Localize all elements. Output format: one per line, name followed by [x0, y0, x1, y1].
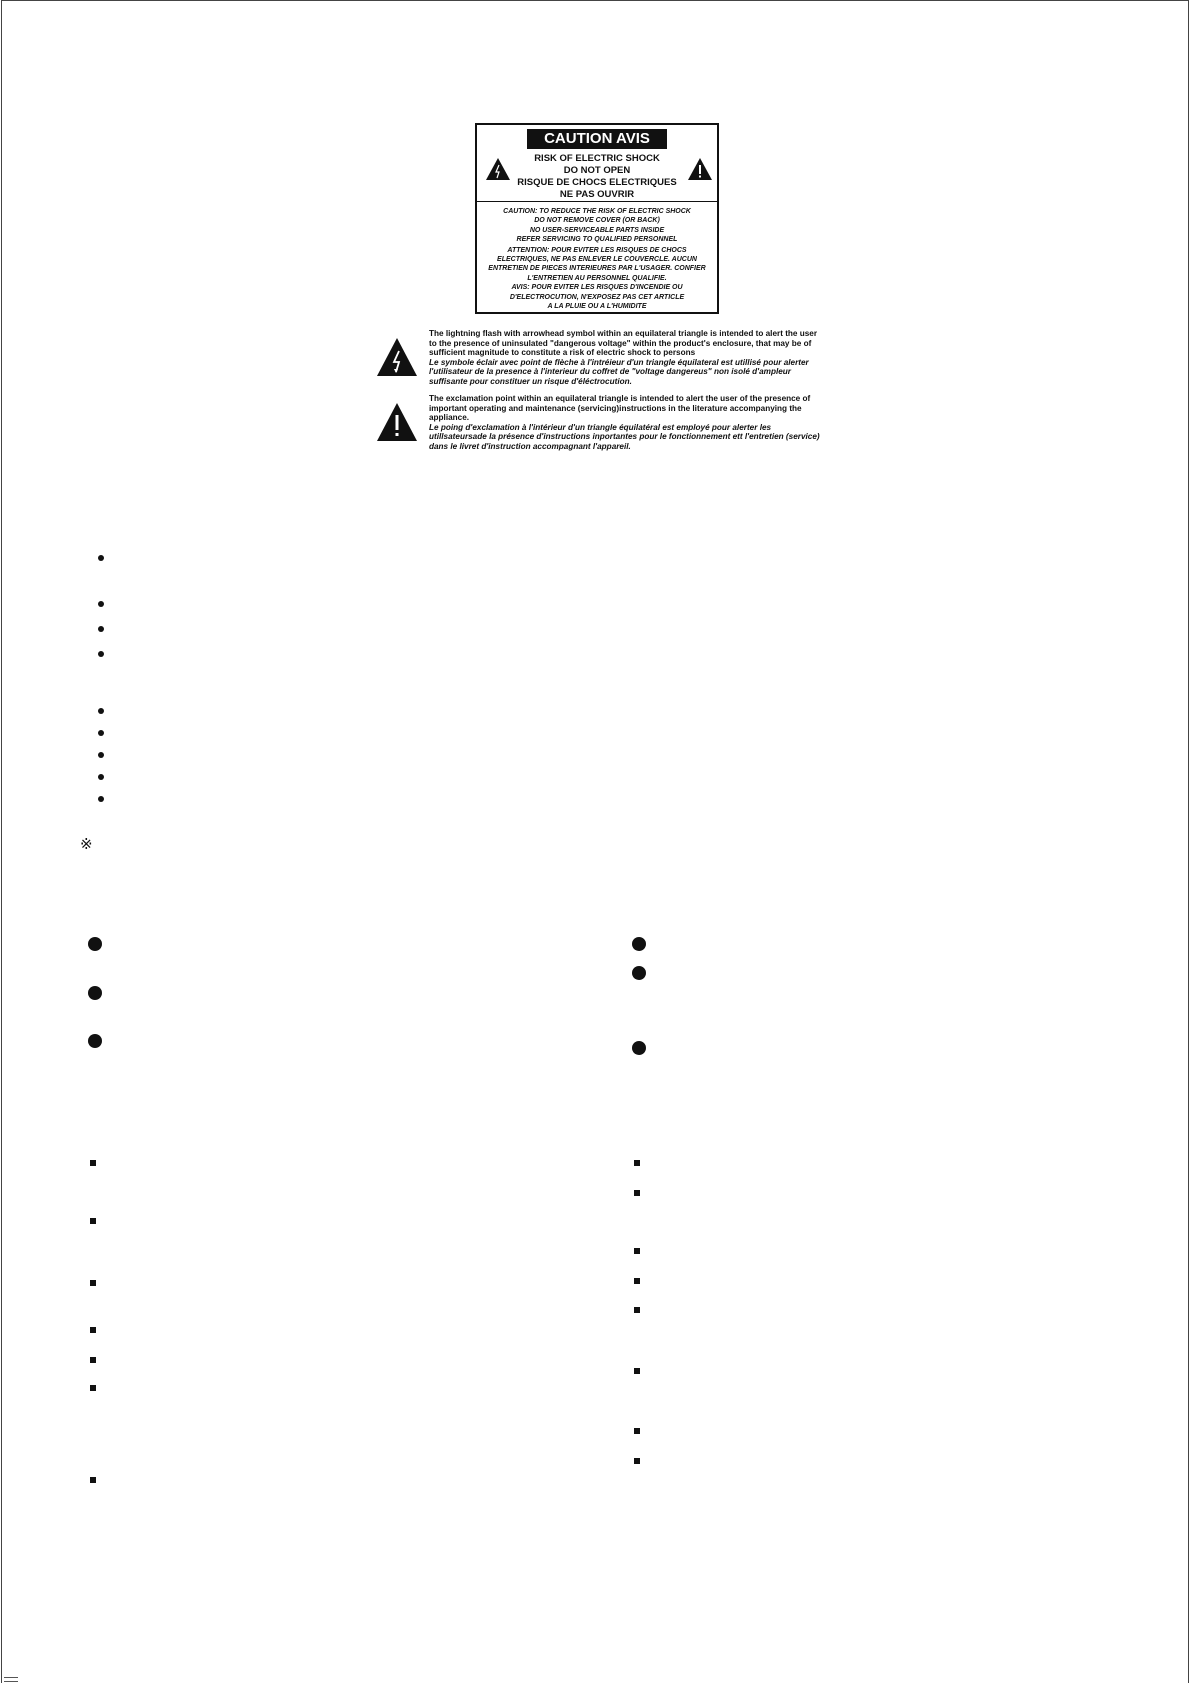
symbol-text-fr: Le symbole éclair avec point de flèche à l'intréieur d'un triangle équilateral est utillisé pour alerter l'utilisateur de la presence à l'interieur du coffret de "voltage dangereus" non isolé d'ampleur suffisante pour constituer un risque d'éléctrocution.	[429, 357, 809, 386]
list-bullet	[90, 1385, 96, 1391]
page-corner-mark	[4, 1677, 18, 1682]
caution-line: L'ENTRETIEN AU PERSONNEL QUALIFIE.	[527, 274, 667, 282]
list-bullet	[90, 1357, 96, 1363]
caution-line: ENTRETIEN DE PIECES INTERIEURES PAR L'USAGER. CONFIER	[488, 265, 706, 273]
symbol-text-fr: Le poing d'exclamation à l'intérieur d'un triangle équilatéral est employé pour alerter les utillsateursade la présence d'instructions inportantes pour le fonctionnement ett l'entretien (service) dans le livret d'instruction accompagnant l'appareil.	[429, 422, 820, 451]
list-bullet	[98, 730, 104, 736]
caution-line: REFER SERVICING TO QUALIFIED PERSONNEL	[516, 236, 678, 244]
symbol-text-en: The exclamation point within an equilateral triangle is intended to alert the user of the presence of important operating and maintenance (servicing)instructions in the literature accompanying the appliance.	[429, 394, 811, 423]
symbol-explanation-text	[424, 329, 824, 387]
symbol-explanation-text	[424, 394, 824, 452]
caution-line: AVIS: POUR EVITER LES RISQUES D'INCENDIE OU	[511, 284, 683, 292]
caution-line: CAUTION: TO REDUCE THE RISK OF ELECTRIC SHOCK	[503, 208, 691, 215]
list-bullet	[634, 1248, 640, 1254]
list-bullet	[98, 651, 104, 657]
caution-line: NE PAS OUVRIR	[559, 189, 635, 200]
list-bullet	[634, 1428, 640, 1434]
list-bullet	[98, 752, 104, 758]
list-bullet	[98, 708, 104, 714]
list-bullet	[90, 1280, 96, 1286]
list-bullet	[98, 601, 104, 607]
caution-line: DO NOT REMOVE COVER (OR BACK)	[534, 217, 660, 225]
caution-label	[475, 123, 719, 314]
list-bullet	[90, 1327, 96, 1333]
list-bullet	[90, 1160, 96, 1166]
list-bullet	[632, 1041, 646, 1055]
caution-line: NO USER-SERVICEABLE PARTS INSIDE	[529, 226, 665, 234]
list-bullet	[90, 1218, 96, 1224]
symbol-text-en: The lightning flash with arrowhead symbol within an equilateral triangle is intended to alert the user to the presence of uninsulated "dangerous voltage" within the product's enclosure, that may be of sufficient magnitude to constitute a risk of electric shock to persons	[429, 329, 818, 358]
lightning-triangle-icon	[376, 337, 418, 377]
caution-line: RISK OF ELECTRIC SHOCK	[534, 153, 660, 164]
caution-label-title: CAUTION AVIS	[527, 129, 667, 149]
list-bullet	[634, 1368, 640, 1374]
list-bullet	[634, 1160, 640, 1166]
list-bullet	[90, 1477, 96, 1483]
caution-label-bottom-text	[477, 207, 717, 311]
list-bullet	[98, 626, 104, 632]
list-bullet	[88, 1034, 102, 1048]
list-bullet	[634, 1458, 640, 1464]
list-bullet	[98, 796, 104, 802]
caution-line: DO NOT OPEN	[563, 165, 631, 176]
symbol-explanation-exclamation	[376, 394, 821, 454]
caution-line: D'ELECTROCUTION, N'EXPOSEZ PAS CET ARTICLE	[509, 293, 685, 301]
caution-line: ATTENTION: POUR EVITER LES RISQUES DE CHOCS	[507, 246, 687, 254]
reference-mark: ※	[80, 836, 93, 853]
list-bullet	[634, 1278, 640, 1284]
caution-divider	[477, 201, 717, 202]
exclamation-triangle-icon	[376, 402, 418, 442]
caution-line: A LA PLUIE OU A L'HUMIDITE	[547, 303, 647, 311]
list-bullet	[634, 1307, 640, 1313]
list-bullet	[632, 966, 646, 980]
caution-line: RISQUE DE CHOCS ELECTRIQUES	[517, 177, 677, 188]
caution-line: ELECTRIQUES, NE PAS ENLEVER LE COUVERCLE. AUCUN	[497, 256, 697, 264]
symbol-explanation-lightning	[376, 329, 821, 389]
list-bullet	[98, 774, 104, 780]
list-bullet	[634, 1190, 640, 1196]
list-bullet	[88, 937, 102, 951]
list-bullet	[632, 937, 646, 951]
list-bullet	[98, 555, 104, 561]
list-bullet	[88, 986, 102, 1000]
caution-label-top-text	[477, 153, 717, 201]
